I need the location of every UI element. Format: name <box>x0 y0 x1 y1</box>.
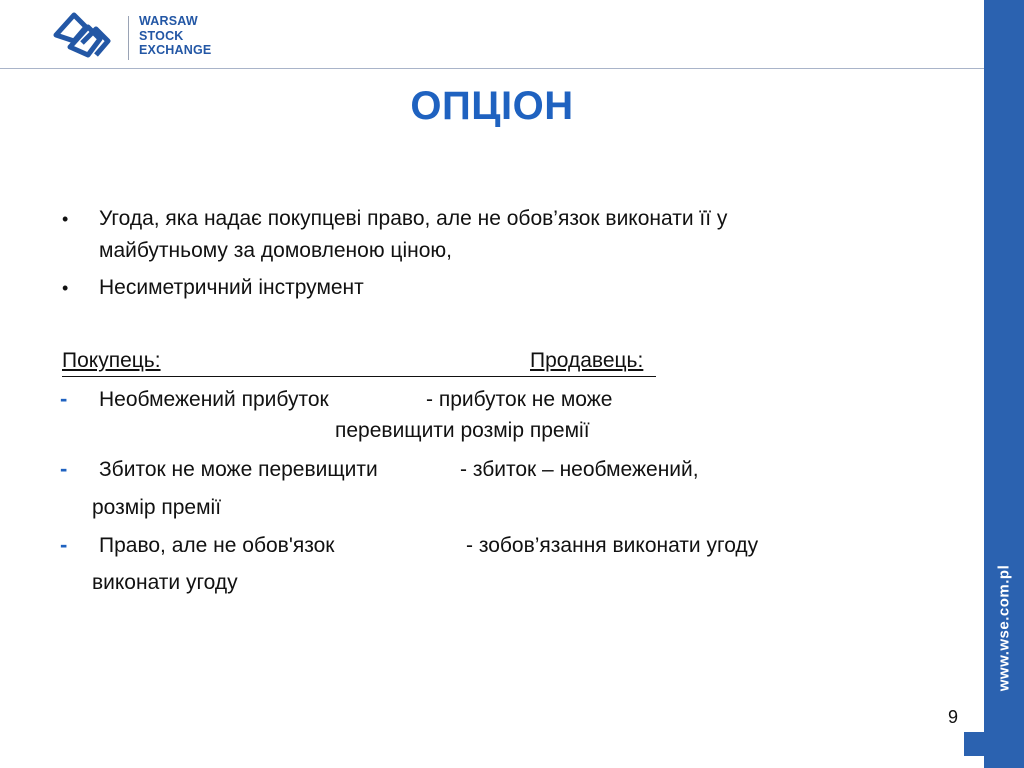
bullet-1-line-2: майбутньому за домовленою ціною, <box>99 239 452 262</box>
bullet-2-line-1: Несиметричний інструмент <box>99 276 364 299</box>
row-3-buyer-line-2: виконати угоду <box>92 571 238 594</box>
dash-icon: - <box>60 456 68 481</box>
side-url: www.wse.com.pl <box>995 564 1013 692</box>
row-2-buyer-line-2: розмір премії <box>92 496 222 519</box>
bullet-1-line-1: Угода, яка надає покупцеві право, але не обов’язок виконати її у <box>99 207 728 230</box>
row-3-seller: - зобов’язання виконати угоду <box>466 534 759 557</box>
logo-line-1: WARSAW <box>139 14 198 28</box>
logo-wordmark <box>139 14 211 58</box>
header-underline <box>62 376 656 377</box>
row-2-buyer-line-1: Збиток не може перевищити <box>99 458 378 481</box>
row-3-buyer-line-1: Право, але не обов'язок <box>99 534 335 557</box>
row-1-seller-line-1: - прибуток не може <box>426 388 613 411</box>
seller-header: Продавець: <box>530 349 644 372</box>
logo-line-3: EXCHANGE <box>139 43 212 57</box>
dash-icon: - <box>60 386 68 411</box>
bullet-icon: • <box>62 209 69 229</box>
logo-line-2: STOCK <box>139 28 184 43</box>
wse-logo-icon <box>52 7 112 63</box>
dash-icon: - <box>60 532 68 557</box>
buyer-header: Покупець: <box>62 349 161 372</box>
slide-title: ОПЦІОН <box>410 84 574 128</box>
row-2-seller: - збиток – необмежений, <box>460 458 699 481</box>
page-number: 9 <box>948 707 959 727</box>
side-bar-foot <box>964 732 1024 756</box>
row-1-seller-line-2: перевищити розмір премії <box>335 419 590 442</box>
header-divider <box>0 68 984 69</box>
logo-divider <box>128 16 129 60</box>
bullet-icon: • <box>62 278 69 298</box>
row-1-buyer: Необмежений прибуток <box>99 388 329 411</box>
